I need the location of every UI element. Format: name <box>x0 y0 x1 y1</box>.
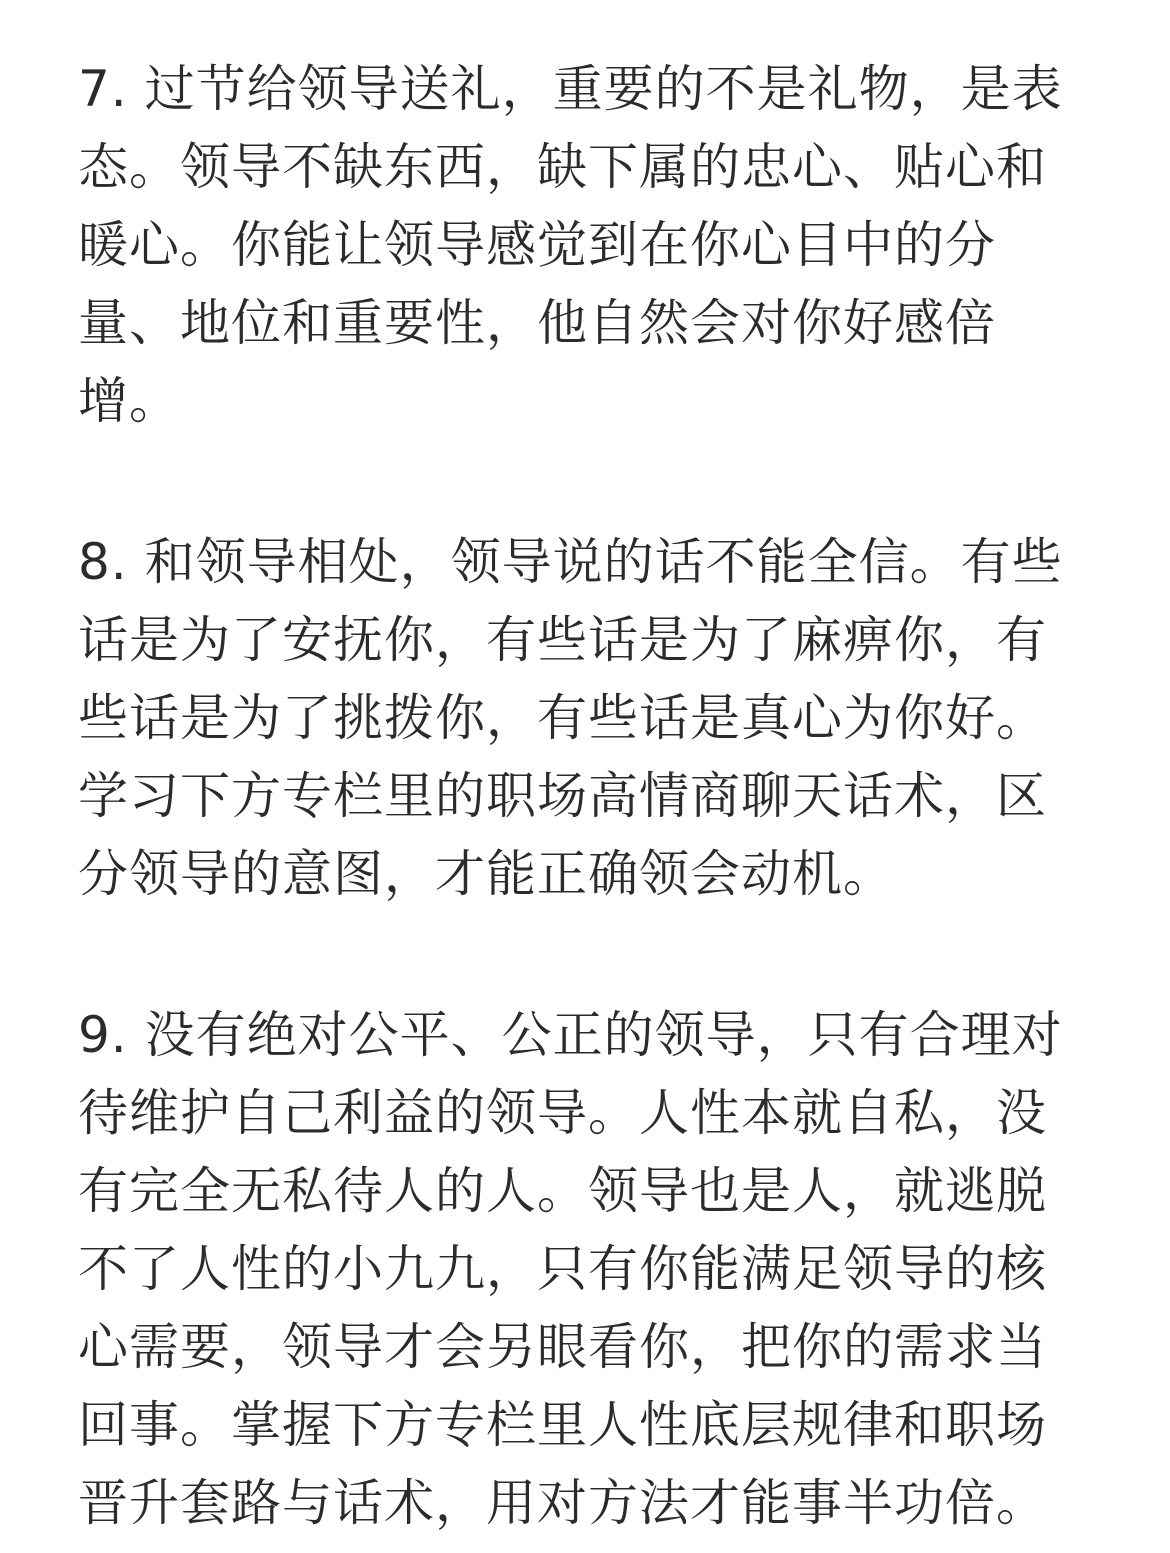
paragraph-7 <box>78 50 1078 440</box>
paragraph-line: 7. 过节给领导送礼，重要的不是礼物，是表 <box>78 60 1063 118</box>
paragraph-line: 有完全无私待人的人。领导也是人，就逃脱 <box>78 1162 1047 1220</box>
paragraph-8 <box>78 523 1078 913</box>
paragraph-spacer <box>78 913 1078 996</box>
article-body <box>78 50 1078 1542</box>
paragraph-line: 话是为了安抚你，有些话是为了麻痹你，有 <box>78 611 1047 669</box>
paragraph-line: 晋升套路与话术，用对方法才能事半功倍。 <box>78 1474 1047 1532</box>
paragraph-line: 8. 和领导相处，领导说的话不能全信。有些 <box>78 533 1063 591</box>
paragraph-line: 分领导的意图，才能正确领会动机。 <box>78 845 894 903</box>
paragraph-line: 学习下方专栏里的职场高情商聊天话术，区 <box>78 767 1047 825</box>
paragraph-line: 9. 没有绝对公平、公正的领导，只有合理对 <box>78 1006 1063 1064</box>
paragraph-line: 增。 <box>78 372 180 430</box>
paragraph-line: 些话是为了挑拨你，有些话是真心为你好。 <box>78 689 1047 747</box>
paragraph-line: 回事。掌握下方专栏里人性底层规律和职场 <box>78 1396 1047 1454</box>
paragraph-spacer <box>78 440 1078 523</box>
paragraph-line: 态。领导不缺东西，缺下属的忠心、贴心和 <box>78 138 1047 196</box>
paragraph-line: 心需要，领导才会另眼看你，把你的需求当 <box>78 1318 1047 1376</box>
paragraph-line: 暖心。你能让领导感觉到在你心目中的分 <box>78 216 996 274</box>
paragraph-line: 量、地位和重要性，他自然会对你好感倍 <box>78 294 996 352</box>
paragraph-line: 不了人性的小九九，只有你能满足领导的核 <box>78 1240 1047 1298</box>
paragraph-9 <box>78 996 1078 1542</box>
paragraph-line: 待维护自己利益的领导。人性本就自私，没 <box>78 1084 1047 1142</box>
